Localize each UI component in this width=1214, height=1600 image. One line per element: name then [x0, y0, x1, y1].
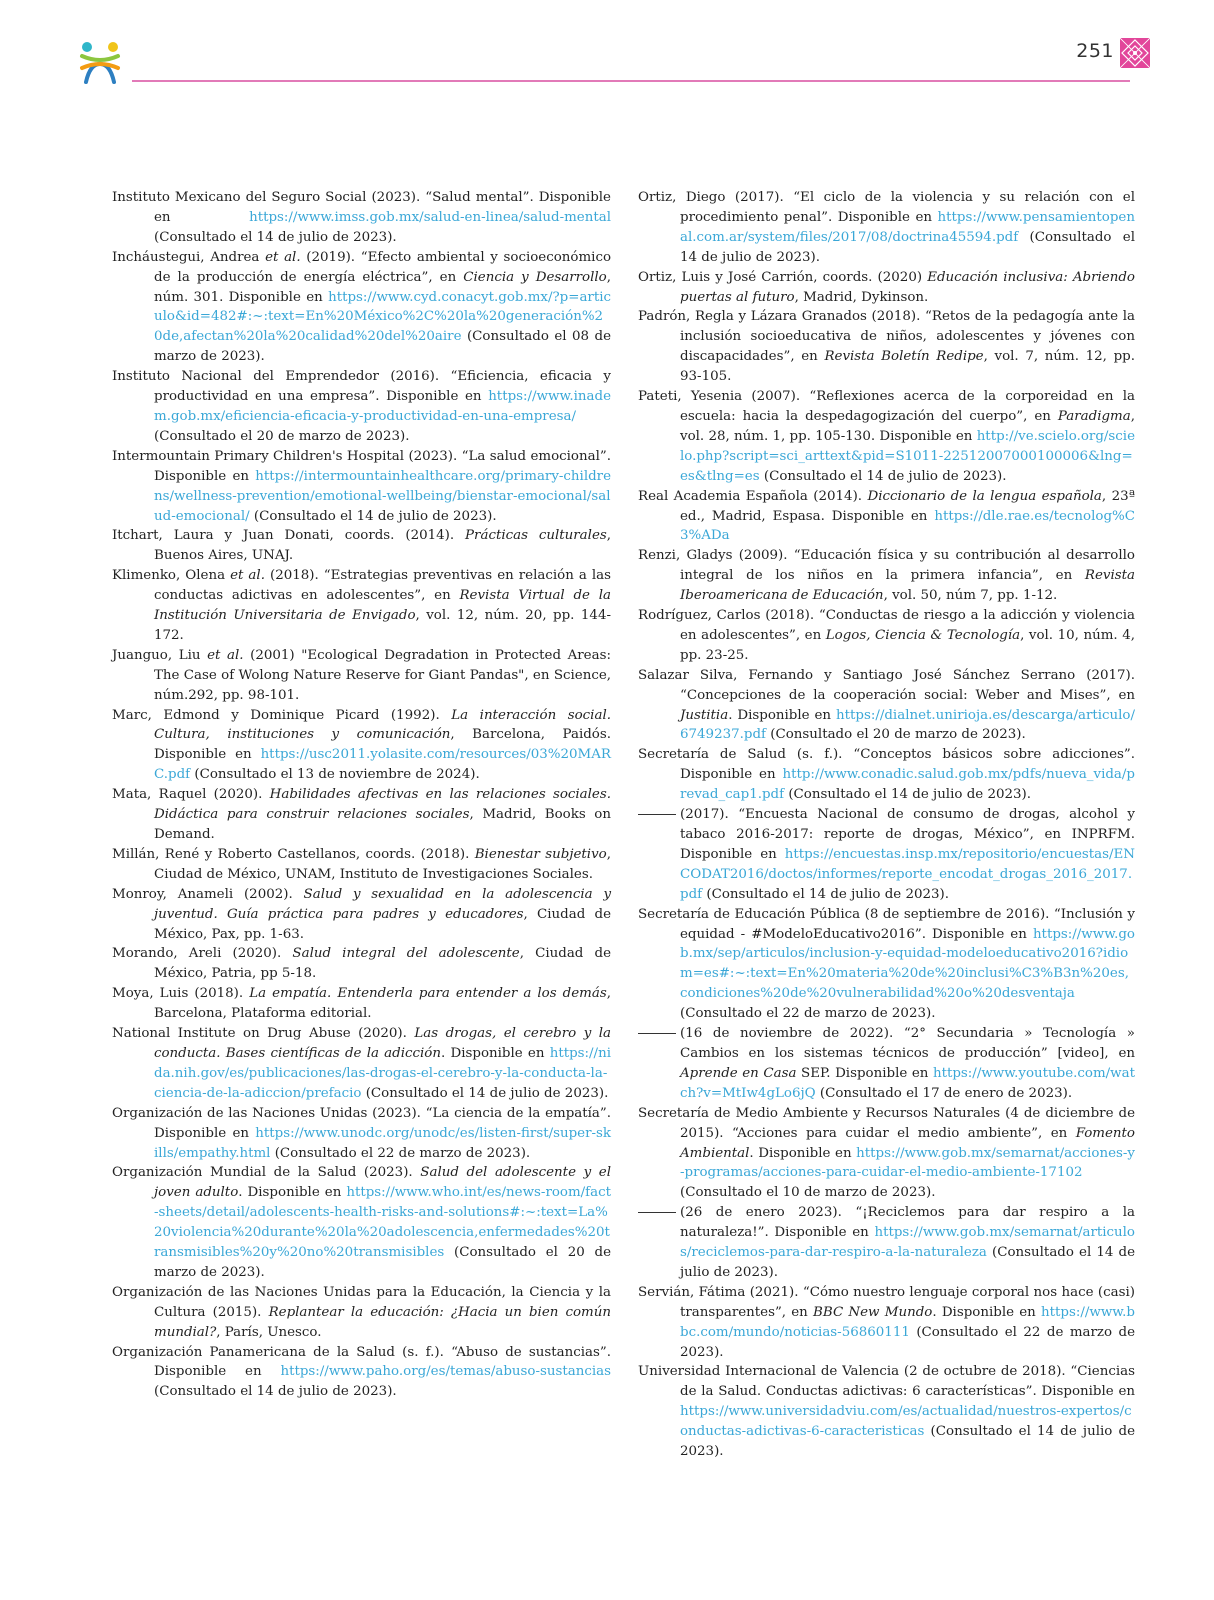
reference-link[interactable]: https://www.gob.mx/semarnat/articulos/reciclemos-para-dar-respiro-a-la-naturaleza: [680, 1225, 1135, 1261]
reference-text: . Disponible en: [238, 1185, 347, 1201]
reference-text: Universidad Internacional de Valencia (2 de octubre de 2018). “Ciencias de la Salud. Conductas adictivas: 6 características”. Disponible en: [638, 1364, 1135, 1400]
reference-link[interactable]: https://www.paho.org/es/temas/abuso-sustancias: [280, 1364, 611, 1380]
reference-text: (Consultado el 14 de julio de 2023).: [249, 508, 497, 524]
reference-entry: [638, 905, 1135, 1024]
reference-entry: [112, 1283, 611, 1343]
reference-text: , Madrid, Dykinson.: [794, 289, 929, 305]
reference-entry: [112, 566, 611, 646]
reference-text: Morando, Areli (2020).: [112, 946, 293, 962]
reference-text: , vol. 7, núm. 12, pp. 93-105.: [680, 349, 1135, 385]
reference-text: (Consultado el 22 de marzo de 2023).: [680, 1006, 936, 1022]
reference-title: Las drogas, el cerebro y la conducta. Bases científicas de la adicción: [154, 1026, 611, 1061]
reference-title: Ciencia y Desarrollo: [463, 269, 607, 285]
reference-text: (Consultado el 14 de julio de 2023).: [154, 229, 397, 245]
reference-text: (Consultado el 14 de julio de 2023).: [680, 1245, 1135, 1280]
reference-text: (Consultado el 14 de julio de 2023).: [680, 1424, 1135, 1460]
reference-link[interactable]: https://www.inadem.gob.mx/eficiencia-eficacia-y-productividad-en-una-empresa/: [154, 389, 611, 424]
repeat-author-dash: [638, 1212, 676, 1213]
reference-entry: [112, 447, 611, 527]
reference-text: Moya, Luis (2018).: [112, 986, 250, 1002]
reference-entry: [638, 188, 1135, 268]
reference-entry: [112, 248, 611, 367]
reference-entry: [638, 666, 1135, 746]
reference-link[interactable]: https://usc2011.yolasite.com/resources/03%20MARC.pdf: [154, 747, 611, 783]
reference-entry: [638, 1104, 1135, 1204]
reference-entry: [112, 1024, 611, 1104]
reference-title: Salud del adolescente y el joven adulto: [154, 1165, 611, 1201]
reference-text: (2001) "Ecological Degradation in Protected Areas: The Case of Wolong Nature Reserve for Giant Pandas", en Science, núm.292, pp. 98-101.: [154, 647, 611, 703]
reference-text: . Disponible en: [749, 1145, 857, 1161]
reference-link[interactable]: http://ve.scielo.org/scielo.php?script=sci_arttext&pid=S1011-22512007000100006&lng=es&tlng=es: [680, 428, 1135, 484]
reference-link[interactable]: http://www.conadic.salud.gob.mx/pdfs/nueva_vida/prevad_cap1.pdf: [680, 767, 1135, 803]
reference-text: Juanguo, Liu: [112, 647, 208, 663]
reference-text: Instituto Nacional del Emprendedor (2016). “Eficiencia, eficacia y productividad en una empresa”. Disponible en: [112, 369, 611, 405]
reference-entry: [638, 606, 1135, 666]
references-right-column: [638, 188, 1135, 1462]
reference-text: , Madrid, Books on Demand.: [154, 807, 611, 842]
reference-text: (Consultado el 08 de marzo de 2023).: [154, 329, 611, 365]
reference-entry: [112, 188, 611, 248]
reference-text: Organización de las Naciones Unidas para la Educación, la Ciencia y la Cultura (2015).: [112, 1284, 611, 1320]
reference-text: . Disponible en: [728, 707, 836, 723]
reference-text: (Consultado el 20 de marzo de 2023).: [154, 428, 410, 444]
reference-text: (Consultado el 14 de julio de 2023).: [154, 1384, 397, 1400]
reference-text: , Ciudad de México, UNAM, Instituto de Investigaciones Sociales.: [154, 846, 611, 882]
reference-text: Real Academia Española (2014).: [638, 488, 868, 504]
reference-entry: [112, 885, 611, 945]
reference-text: , vol. 28, núm. 1, pp. 105-130. Disponible en: [680, 408, 1135, 444]
reference-text: (26 de enero 2023). “¡Reciclemos para dar respiro a la naturaleza!”. Disponible en: [680, 1205, 1135, 1241]
reference-title: et al.: [230, 568, 265, 584]
reference-text: Organización Panamericana de la Salud (s. f.). “Abuso de sustancias”. Disponible en: [112, 1344, 611, 1380]
reference-entry: [112, 706, 611, 786]
page-header: [0, 0, 1214, 100]
reference-link[interactable]: https://dle.rae.es/tecnolog%C3%ADa: [680, 508, 1135, 544]
reference-title: Salud integral del adolescente: [292, 946, 520, 962]
reference-entry: [112, 1163, 611, 1282]
reference-text: , Ciudad de México, Pax, pp. 1-63.: [154, 906, 612, 942]
reference-text: , vol. 50, núm 7, pp. 1-12.: [883, 588, 1058, 604]
reference-text: (2018). “Estrategias preventivas en relación a las conductas adictivas en adolescentes”, en: [154, 568, 611, 604]
reference-entry: [112, 646, 611, 706]
reference-text: (Consultado el 22 de marzo de 2023).: [680, 1324, 1135, 1360]
reference-entry: [638, 1203, 1135, 1283]
reference-text: (Consultado el 14 de julio de 2023).: [784, 787, 1032, 803]
reference-text: Padrón, Regla y Lázara Granados (2018). “Retos de la pedagogía ante la inclusión socioeducativa de niños, adolescentes y jóvenes con discapacidades”, en: [638, 309, 1135, 365]
reference-text: Ortiz, Diego (2017). “El ciclo de la violencia y su relación con el procedimiento penal”. Disponible en: [638, 190, 1135, 225]
reference-entry: [638, 1024, 1135, 1104]
reference-text: (2019). “Efecto ambiental y socioeconómico de la producción de energía eléctrica”, en: [154, 249, 612, 285]
reference-text: Servián, Fátima (2021). “Cómo nuestro lenguaje corporal nos hace (casi) transparentes”, en: [638, 1284, 1135, 1320]
reference-text: (2017). “Encuesta Nacional de consumo de drogas, alcohol y tabaco 2016-2017: reporte de drogas, México”, en INPRFM. Disponible en: [680, 807, 1135, 862]
reference-link[interactable]: https://www.gob.mx/semarnat/acciones-y-programas/acciones-para-cuidar-el-medio-ambiente-17102: [680, 1145, 1135, 1181]
reference-link[interactable]: https://intermountainhealthcare.org/primary-childrens/wellness-prevention/emotional-wellbeing/bienstar-emocional/salud-emocional/: [154, 468, 611, 524]
reference-text: (Consultado el 14 de julio de 2023).: [759, 468, 1007, 484]
reference-text: (Consultado el 14 de julio de 2023).: [702, 886, 950, 902]
reference-title: La interacción social. Cultura, instituciones y comunicación: [154, 707, 611, 743]
reference-text: Secretaría de Salud (s. f.). “Conceptos básicos sobre adicciones”. Disponible en: [638, 747, 1135, 783]
reference-entry: [112, 526, 611, 566]
reference-title: Justitia: [680, 707, 729, 723]
references-left-column: [112, 188, 611, 1402]
reference-text: Instituto Mexicano del Seguro Social (2023). “Salud mental”. Disponible en: [112, 190, 611, 225]
reference-text: Mata, Raquel (2020).: [112, 787, 270, 803]
reference-title: Prácticas culturales: [465, 528, 607, 544]
reference-entry: [638, 546, 1135, 606]
reference-text: (Consultado el 22 de marzo de 2023).: [270, 1145, 531, 1161]
reference-text: Salazar Silva, Fernando y Santiago José Sánchez Serrano (2017). “Concepciones de la cooperación social: Weber and Mises”, en: [638, 667, 1135, 703]
reference-entry: [638, 1283, 1135, 1363]
reference-text: Pateti, Yesenia (2007). “Reflexiones acerca de la corporeidad en la escuela: hacia la despedagogización del cuerpo”, en: [638, 389, 1135, 424]
reference-title: Replantear la educación: ¿Hacia un bien común mundial?: [154, 1304, 612, 1340]
reference-text: , Buenos Aires, UNAJ.: [154, 528, 612, 564]
reference-text: , Barcelona, Plataforma editorial.: [154, 986, 611, 1022]
reference-entry: [638, 1362, 1135, 1462]
reference-entry: [638, 387, 1135, 487]
reference-title: Salud y sexualidad en la adolescencia y juventud. Guía práctica para padres y educadores: [154, 886, 612, 922]
reference-text: (Consultado el 14 de julio de 2023).: [680, 229, 1135, 265]
reference-text: , Ciudad de México, Patria, pp 5-18.: [154, 946, 612, 982]
reference-text: Rodríguez, Carlos (2018). “Conductas de riesgo a la adicción y violencia en adolescentes”, en: [638, 608, 1135, 643]
reference-entry: [112, 944, 611, 984]
reference-text: , vol. 10, núm. 4, pp. 23-25.: [680, 627, 1135, 663]
reference-text: Millán, René y Roberto Castellanos, coords. (2018).: [112, 846, 475, 862]
reference-entry: [638, 487, 1135, 547]
reference-text: , 23ª ed., Madrid, Espasa. Disponible en: [680, 488, 1135, 524]
reference-title: Revista Iberoamericana de Educación: [680, 568, 1135, 604]
reference-text: (Consultado el 20 de marzo de 2023).: [154, 1245, 611, 1280]
reference-entry: [112, 845, 611, 885]
reference-title: BBC New Mundo: [813, 1304, 933, 1320]
reference-link[interactable]: https://dialnet.unirioja.es/descarga/articulo/6749237.pdf: [680, 707, 1135, 743]
pink-pattern-icon: [1120, 38, 1150, 68]
reference-text: (Consultado el 10 de marzo de 2023).: [680, 1185, 936, 1201]
reference-link[interactable]: https://www.imss.gob.mx/salud-en-linea/salud-mental: [249, 209, 611, 225]
reference-title: Aprende en Casa: [680, 1065, 797, 1081]
reference-title: et al.: [265, 249, 301, 265]
reference-text: (16 de noviembre de 2022). “2° Secundaria » Tecnología » Cambios en los sistemas técnicos de producción” [video], en: [680, 1026, 1135, 1061]
reference-link[interactable]: https://www.pensamientopenal.com.ar/system/files/2017/08/doctrina45594.pdf: [680, 209, 1135, 245]
reference-link[interactable]: https://www.gob.mx/sep/articulos/inclusion-y-equidad-modeloeducativo2016?idiom=es#:~:text=En%20materia%20de%20inclusi%C3%B3n%20es,condiciones%20de%20vulnerabilidad%20o%20desventaja: [680, 926, 1135, 1002]
reference-title: La empatía. Entenderla para entender a los demás: [249, 986, 607, 1002]
reference-entry: [112, 984, 611, 1024]
reference-text: . Disponible en: [441, 1045, 550, 1061]
reference-entry: [638, 805, 1135, 905]
reference-entry: [638, 268, 1135, 308]
reference-entry: [112, 367, 611, 447]
reference-title: Bienestar subjetivo: [474, 846, 607, 862]
repeat-author-dash: [638, 1033, 676, 1034]
reference-text: National Institute on Drug Abuse (2020).: [112, 1026, 415, 1042]
reference-text: Itchart, Laura y Juan Donati, coords. (2014).: [112, 528, 466, 544]
reference-text: Marc, Edmond y Dominique Picard (1992).: [112, 707, 452, 723]
reference-text: . Disponible en: [932, 1304, 1042, 1320]
reference-text: (Consultado el 17 de enero de 2023).: [815, 1085, 1073, 1101]
reference-title: Logos, Ciencia & Tecnología: [825, 627, 1021, 643]
repeat-author-dash: [638, 814, 676, 815]
reference-text: (Consultado el 13 de noviembre de 2024).: [190, 767, 480, 783]
reference-text: Intermountain Primary Children's Hospital (2023). “La salud emocional”. Disponible en: [112, 448, 611, 484]
reference-text: Incháustegui, Andrea: [112, 249, 266, 265]
reference-link[interactable]: https://www.cyd.conacyt.gob.mx/?p=articulo&id=482#:~:text=En%20México%2C%20la%20generación%20de,afectan%20la%20calidad%20del%20aire: [154, 289, 611, 345]
reference-text: , Barcelona, Paidós. Disponible en: [154, 727, 611, 763]
reference-entry: [638, 745, 1135, 805]
reference-text: Secretaría de Educación Pública (8 de septiembre de 2016). “Inclusión y equidad - #ModeloEducativo2016”. Disponible en: [638, 906, 1135, 942]
reference-text: Organización Mundial de la Salud (2023).: [112, 1165, 421, 1181]
reference-text: SEP. Disponible en: [796, 1065, 933, 1081]
reference-title: Paradigma: [1057, 408, 1131, 424]
reference-link[interactable]: https://www.universidadviu.com/es/actualidad/nuestros-expertos/conductas-adictivas-6-caracteristicas: [680, 1404, 1132, 1440]
reference-text: Ortiz, Luis y José Carrión, coords. (2020): [638, 269, 928, 285]
reference-text: (Consultado el 14 de julio de 2023).: [361, 1085, 609, 1101]
reference-entry: [112, 1104, 611, 1164]
reference-entry: [638, 307, 1135, 387]
reference-text: Klimenko, Olena: [112, 568, 231, 584]
reference-link[interactable]: https://nida.nih.gov/es/publicaciones/las-drogas-el-cerebro-y-la-conducta-la-ciencia-de-la-adiccion/prefacio: [154, 1045, 611, 1101]
page-number: 251: [1076, 40, 1114, 62]
reference-title: Diccionario de la lengua española: [867, 488, 1102, 504]
reference-title: Revista Boletín Redipe: [824, 349, 984, 365]
reference-entry: [112, 1343, 611, 1403]
reference-title: Revista Virtual de la Institución Universitaria de Envigado: [154, 588, 611, 624]
reference-link[interactable]: https://www.bbc.com/mundo/noticias-56860111: [680, 1304, 1136, 1340]
reference-text: Monroy, Anameli (2002).: [112, 886, 304, 902]
reference-title: Educación inclusiva: Abriendo puertas al futuro: [680, 269, 1135, 305]
tree-of-life-logo-icon: [76, 38, 124, 86]
header-rule: [132, 80, 1130, 82]
reference-text: , núm. 301. Disponible en: [154, 269, 611, 305]
reference-entry: [112, 785, 611, 845]
reference-text: (Consultado el 20 de marzo de 2023).: [766, 727, 1026, 743]
reference-text: Organización de las Naciones Unidas (2023). “La ciencia de la empatía”. Disponible en: [112, 1105, 611, 1141]
reference-text: , París, Unesco.: [216, 1324, 322, 1340]
reference-text: Secretaría de Medio Ambiente y Recursos Naturales (4 de diciembre de 2015). “Acciones para cuidar el medio ambiente”, en: [638, 1105, 1135, 1141]
reference-text: , vol. 12, núm. 20, pp. 144-172.: [154, 608, 611, 643]
reference-link[interactable]: https://www.youtube.com/watch?v=MtIw4gLo6jQ: [680, 1065, 1135, 1101]
reference-text: Renzi, Gladys (2009). “Educación física y su contribución al desarrollo integral de los niños en la primera infancia”, en: [638, 548, 1135, 584]
reference-link[interactable]: https://encuestas.insp.mx/repositorio/encuestas/ENCODAT2016/doctos/informes/reporte_encodat_drogas_2016_2017.pdf: [680, 846, 1135, 902]
reference-title: et al.: [207, 647, 244, 663]
reference-link[interactable]: https://www.unodc.org/unodc/es/listen-first/super-skills/empathy.html: [154, 1125, 611, 1161]
reference-title: Fomento Ambiental: [680, 1125, 1135, 1161]
reference-link[interactable]: https://www.who.int/es/news-room/fact-sheets/detail/adolescents-health-risks-and-solutions#:~:text=La%20violencia%20durante%20la%20adolescencia,enfermedades%20transmisibles%20y%20no%20transmisibles: [154, 1185, 611, 1261]
reference-title: Habilidades afectivas en las relaciones sociales. Didáctica para construir relaciones sociales: [154, 787, 611, 823]
